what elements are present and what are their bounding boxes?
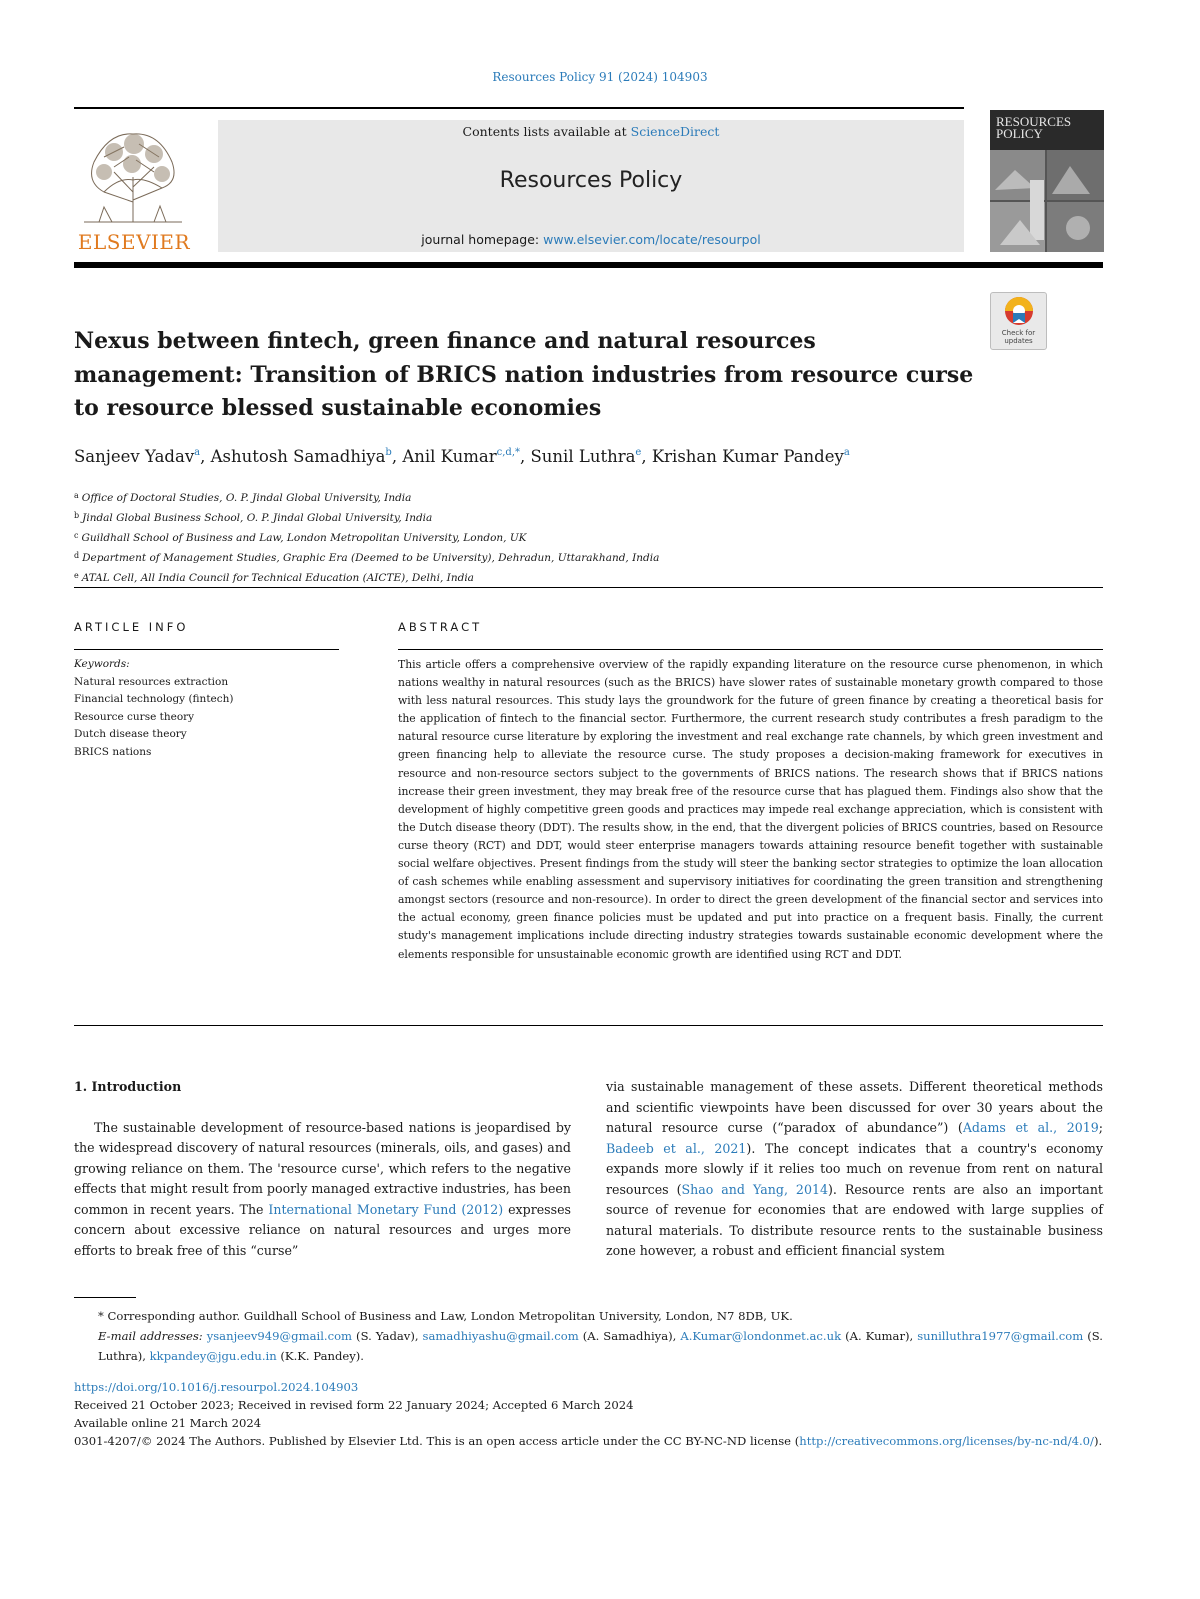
affiliation-item (74, 507, 1074, 527)
affiliation-text: ATAL Cell, All India Council for Technical Education (AICTE), Delhi, India (81, 572, 474, 584)
corresponding-author-text: Corresponding author. Guildhall School of Business and Law, London Metropolitan University, London, N7 8DB, UK. (103, 1309, 793, 1323)
sciencedirect-link[interactable]: ScienceDirect (630, 124, 720, 139)
abstract-rule (398, 649, 1103, 650)
crossmark-label (991, 329, 1046, 345)
author-name[interactable]: Krishan Kumar Pandey (651, 447, 844, 466)
keyword-item: Natural resources extraction (74, 675, 229, 688)
homepage-line (218, 232, 964, 247)
intro-text-segment: via sustainable management of these assets. Different theoretical methods and scientific viewpoints have been discussed for over 30 years about the natural resource curse (“paradox of abundance”) ( (606, 1079, 1103, 1135)
cover-title (996, 116, 1071, 140)
cc-license-link[interactable]: http://creativecommons.org/licenses/by-nc-nd/4.0/ (799, 1434, 1094, 1448)
affiliation-marker: d (74, 551, 80, 560)
doi-link[interactable]: https://doi.org/10.1016/j.resourpol.2024.104903 (74, 1380, 359, 1394)
affiliation-list (74, 487, 1074, 587)
intro-text-segment: ). Resource rents are also an important source of revenue for economies that are endowed with large supplies of natural materials. To distribute resource rents to the sustainable business zone however, a robust and efficient financial system (606, 1181, 1103, 1258)
body-column-right (606, 1077, 1103, 1262)
elsevier-logo[interactable] (74, 122, 194, 252)
author-email-link[interactable]: sunilluthra1977@gmail.com (917, 1329, 1084, 1343)
affiliation-text: Jindal Global Business School, O. P. Jindal Global University, India (82, 512, 433, 524)
journal-citation[interactable]: Resources Policy 91 (2024) 104903 (492, 70, 708, 84)
author-affiliation-marker[interactable]: e (635, 447, 642, 458)
author-affiliation-marker[interactable]: c,d,* (496, 447, 520, 458)
email-owner: (A. Kumar), (841, 1329, 918, 1343)
license-text: 0301-4207/© 2024 The Authors. Published by Elsevier Ltd. This is an open access article under the CC BY-NC-ND license ( (74, 1434, 800, 1448)
header-top-rule (74, 107, 964, 109)
journal-homepage-link[interactable]: www.elsevier.com/locate/resourpol (543, 232, 761, 247)
affiliation-text: Office of Doctoral Studies, O. P. Jindal Global University, India (81, 492, 412, 504)
shao-yang-2014-citation-link[interactable]: Shao and Yang, 2014 (681, 1181, 828, 1197)
affiliation-marker: a (74, 491, 79, 500)
abstract-end-rule (74, 1025, 1103, 1026)
keywords-heading: Keywords: (74, 658, 130, 670)
affiliation-text: Department of Management Studies, Graphic Era (Deemed to be University), Dehradun, Uttarakhand, India (82, 552, 660, 564)
email-owner: (S. Yadav), (352, 1329, 423, 1343)
corresponding-author-footnote (74, 1306, 1103, 1366)
intro-text-segment: The sustainable development of resource-based nations is jeopardised by the widespread discovery of natural resources (minerals, oils, and gases) and growing reliance on them. The 'resource curse', which refers to the negative effects that might result from poorly managed extractive industries, has been common in recent years. The (74, 1119, 571, 1217)
article-title: Nexus between fintech, green finance and natural resources management: Transition of BRICS nation industries from resource curse to resource blessed sustainable economies (74, 328, 974, 421)
cover-photo-image (990, 150, 1104, 252)
journal-cover-thumbnail[interactable] (990, 110, 1104, 252)
adams-2019-citation-link[interactable]: Adams et al., 2019 (962, 1120, 1099, 1135)
keyword-item: BRICS nations (74, 745, 152, 758)
header-bottom-rule (74, 262, 1103, 268)
cover-title-line2: POLICY (996, 126, 1043, 141)
author-affiliation-marker[interactable]: a (843, 447, 850, 458)
affiliations-divider (74, 587, 1103, 588)
license-text-end: ). (1093, 1434, 1103, 1448)
journal-title: Resources Policy (499, 168, 683, 193)
article-dates: Received 21 October 2023; Received in revised form 22 January 2024; Accepted 6 March 2024 (74, 1398, 634, 1412)
email-owner: (A. Samadhiya), (578, 1329, 681, 1343)
intro-text-segment: ; (1098, 1120, 1103, 1135)
elsevier-wordmark: ELSEVIER (77, 230, 191, 254)
intro-paragraph-1-continued (606, 1077, 1103, 1262)
abstract-heading: ABSTRACT (398, 620, 483, 634)
crossmark-label-line1: Check for (1001, 329, 1036, 337)
email-owner: (S. Luthra), (98, 1329, 1103, 1363)
keywords-list (74, 674, 339, 762)
footnote-star: * (98, 1309, 104, 1323)
keyword-item: Dutch disease theory (74, 728, 187, 740)
author-separator: , (520, 447, 531, 466)
affiliation-item (74, 487, 1074, 507)
publication-info (74, 1378, 1103, 1450)
author-list (74, 447, 1074, 466)
check-for-updates-button[interactable] (990, 292, 1047, 350)
author-separator: , (200, 447, 211, 466)
affiliation-marker: c (74, 531, 79, 540)
affiliation-item (74, 527, 1074, 547)
body-column-left (74, 1077, 571, 1261)
corresponding-author-line (74, 1306, 1103, 1326)
author-email-link[interactable]: ysanjeev949@gmail.com (206, 1329, 353, 1343)
intro-text-segment: expresses concern about excessive reliance on natural resources and urges more efforts to break free of this “curse” (74, 1201, 572, 1258)
affiliation-item (74, 547, 1074, 567)
contents-prefix: Contents lists available at (462, 124, 631, 139)
email-label: E-mail addresses: (98, 1329, 203, 1343)
author-name[interactable]: Sunil Luthra (530, 447, 636, 466)
author-email-link[interactable]: kkpandey@jgu.edu.in (149, 1349, 277, 1363)
affiliation-item (74, 567, 1074, 587)
author-email-link[interactable]: samadhiyashu@gmail.com (422, 1329, 579, 1343)
homepage-prefix: journal homepage: (421, 232, 544, 247)
crossmark-label-line2: updates (1004, 337, 1033, 345)
cover-title-line1: RESOURCES (996, 114, 1072, 129)
article-info-heading: ARTICLE INFO (74, 620, 189, 634)
author-separator: , (641, 447, 652, 466)
intro-text-segment: ). The concept indicates that a country's economy expands more slowly if it relies too much on revenue from rent on natural resources ( (606, 1140, 1103, 1197)
email-addresses-line (74, 1326, 1103, 1366)
badeeb-2021-citation-link[interactable]: Badeeb et al., 2021 (606, 1140, 747, 1156)
author-affiliation-marker[interactable]: b (385, 447, 392, 458)
article-info-rule (74, 649, 339, 650)
author-affiliation-marker[interactable]: a (194, 447, 201, 458)
footnote-rule (74, 1297, 136, 1298)
affiliation-text: Guildhall School of Business and Law, London Metropolitan University, London, UK (81, 532, 527, 544)
affiliation-marker: e (74, 571, 79, 580)
keyword-item: Resource curse theory (74, 710, 195, 723)
introduction-heading: 1. Introduction (74, 1079, 182, 1094)
author-name[interactable]: Anil Kumar (402, 447, 497, 466)
author-separator: , (391, 447, 403, 466)
abstract-text: This article offers a comprehensive overview of the rapidly expanding literature on the resource curse phenomenon, in which nations wealthy in natural resources (such as the BRICS) have slower rates of sustainable monetary growth compared to those with less natural resources. This study lays the groundwork for the future of green finance by creating a theoretical basis for the application of fintech to the financial sector. Furthermore, the current research study contributes a fresh paradigm to the natural resource curse literature by exploring the investment and real exchange rate channels, by which green investment and green financing help to alleviate the resource curse. The study proposes a decision-making framework for executives in resource and non-resource sectors subject to the governments of BRICS nations. The research shows that if BRICS nations increase their green investment, they may break free of the resource curse that has plagued them. Findings also show that the development of highly competitive green goods and practices may impede real exchange appreciation, which is consistent with the Dutch disease theory (DDT). The results show, in the end, that the divergent policies of BRICS countries, based on Resource curse theory (RCT) and DDT, would steer enterprise managers towards attaining resource benefit together with sustainable social welfare objectives. Present findings from the study will steer the banking sector strategies to optimize the loan allocation of cash schemes while enabling assessment and supervisory initiatives for coordinating the green transition and strengthening amongst sectors (resource and non-resource). In order to direct the green development of the financial sector and services into the actual economy, green finance policies must be updated and put into practice on a frequent basis. Finally, the current study's management implications include directing industry strategies towards sustainable economic development where the elements responsible for unsustainable economic growth are identified using RCT and DDT. (398, 658, 1103, 961)
keyword-item: Financial technology (fintech) (74, 693, 234, 705)
author-name[interactable]: Sanjeev Yadav (74, 447, 195, 466)
keywords-block (74, 656, 339, 761)
imf-2012-citation-link[interactable]: International Monetary Fund (2012) (268, 1201, 504, 1217)
affiliation-marker: b (74, 511, 80, 520)
author-name[interactable]: Ashutosh Samadhiya (210, 447, 386, 466)
contents-line (218, 124, 964, 139)
author-email-link[interactable]: A.Kumar@londonmet.ac.uk (680, 1329, 842, 1343)
elsevier-tree-icon (74, 122, 192, 228)
license-statement (74, 1432, 1103, 1450)
available-online-date: Available online 21 March 2024 (74, 1416, 262, 1430)
journal-header-box (218, 120, 964, 252)
crossmark-icon (991, 293, 1048, 329)
intro-paragraph-1 (74, 1118, 571, 1262)
email-owner: (K.K. Pandey). (276, 1349, 364, 1363)
